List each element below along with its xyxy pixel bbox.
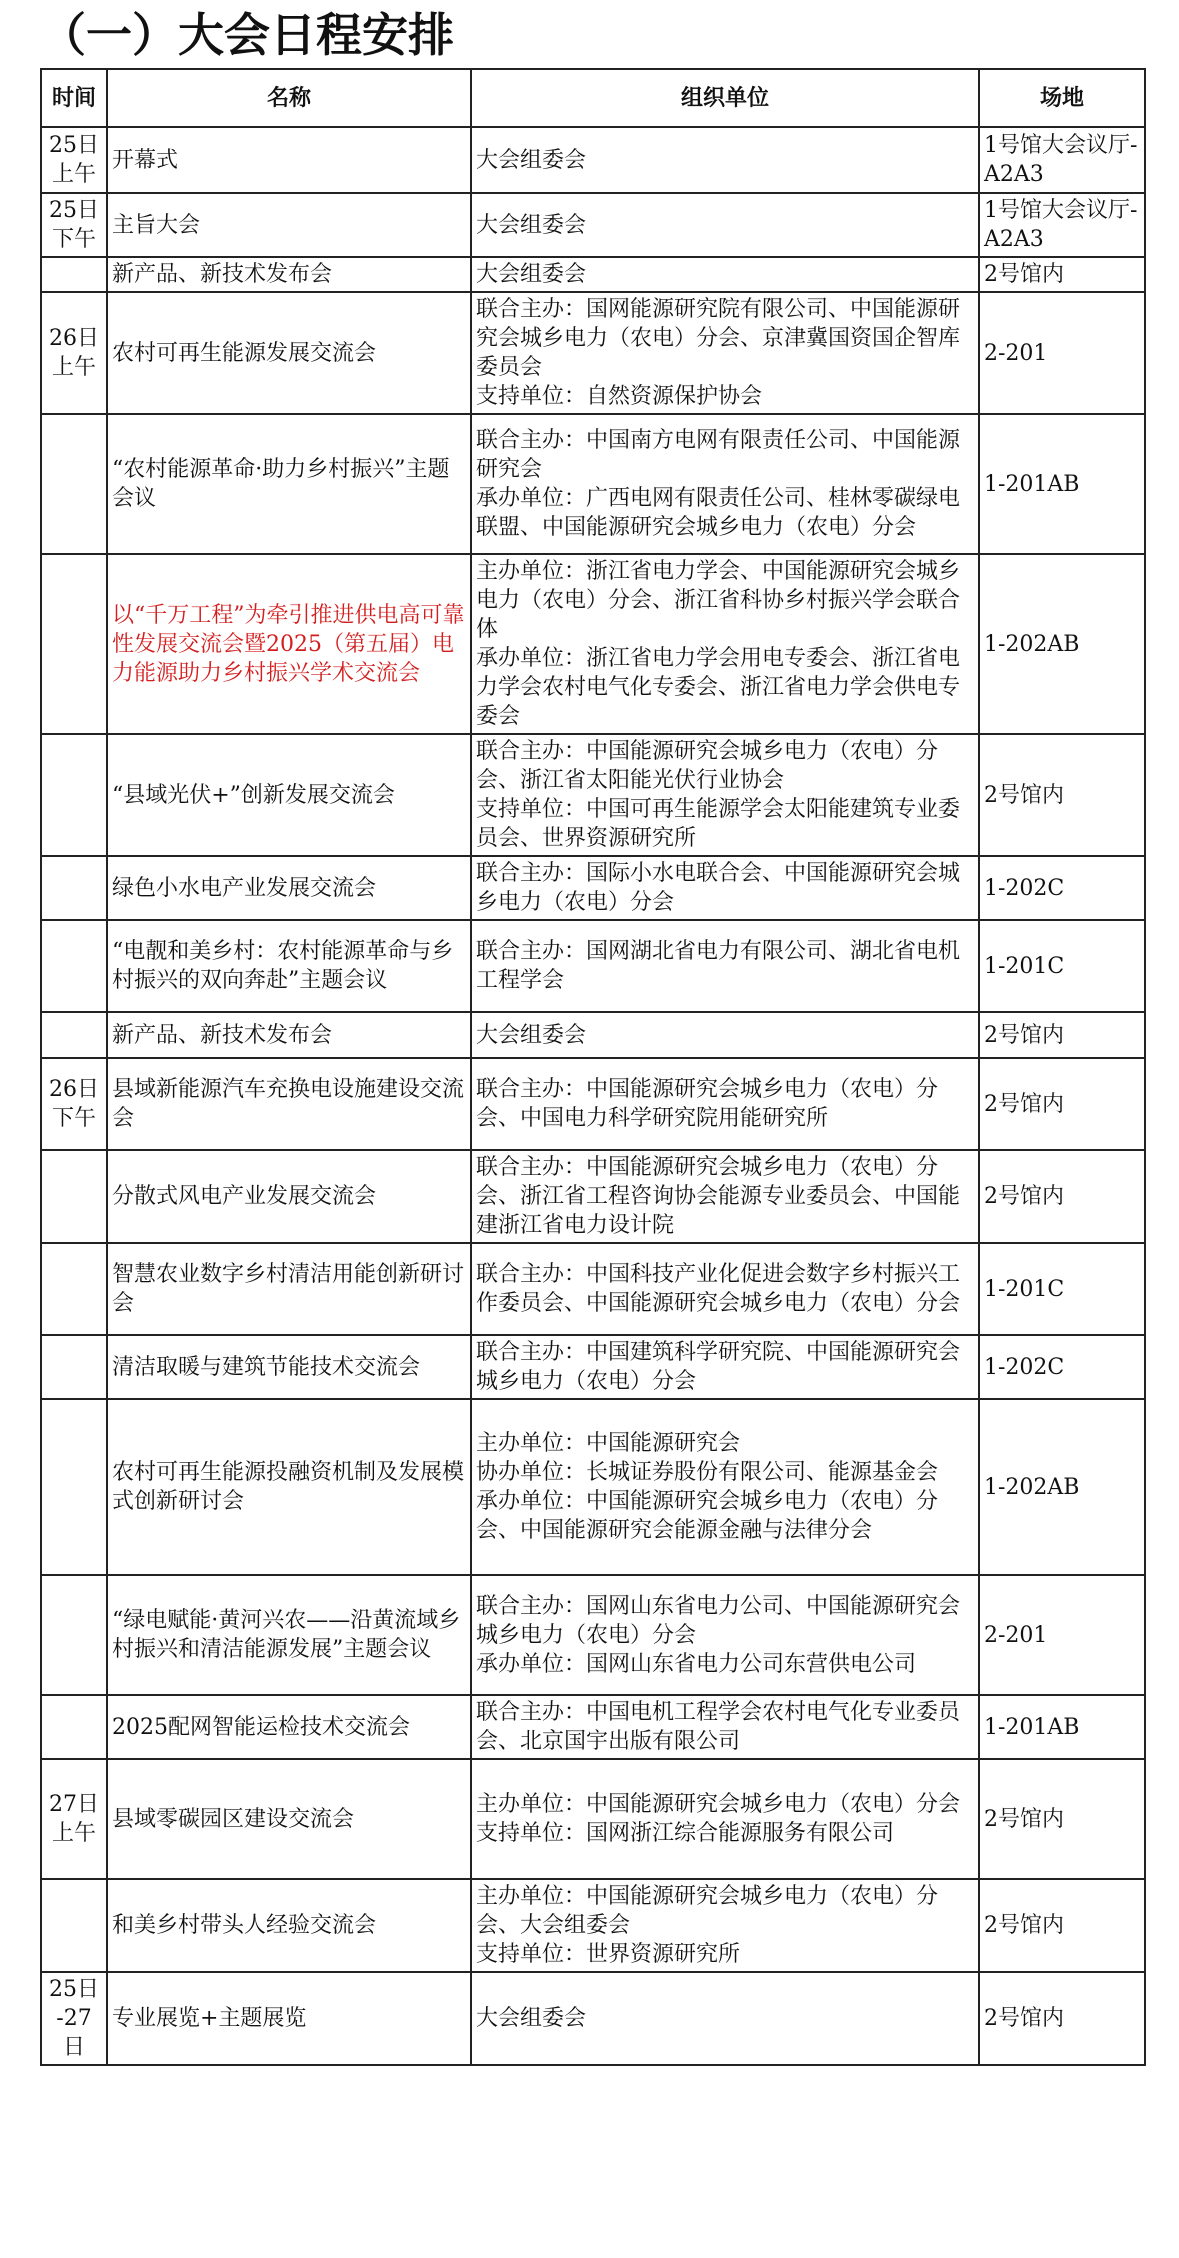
event-name-cell: “县域光伏+”创新发展交流会 (107, 734, 471, 856)
time-cell (41, 856, 107, 920)
time-line: 25日 (49, 133, 99, 158)
time-cell (41, 1759, 107, 1879)
venue-cell: 1-202AB (979, 554, 1145, 734)
time-line: 上午 (51, 162, 96, 187)
organizer-line: 承办单位：中国能源研究会城乡电力（农电）分会、中国能源研究会能源金融与法律分会 (476, 1489, 939, 1543)
organizer-line: 主办单位：浙江省电力学会、中国能源研究会城乡电力（农电）分会、浙江省科协乡村振兴学会联合体 (476, 559, 961, 642)
organizer-line: 联合主办：国网山东省电力公司、中国能源研究会城乡电力（农电）分会 (476, 1593, 961, 1648)
header-name: 名称 (107, 69, 471, 127)
organizer-cell (471, 1058, 979, 1150)
schedule-table (40, 68, 1146, 2066)
event-name-cell: 县域零碳园区建设交流会 (107, 1759, 471, 1879)
organizer-line: 联合主办：国网能源研究院有限公司、中国能源研究会城乡电力（农电）分会、京津冀国资国企智库委员会 (476, 297, 961, 380)
organizer-line: 支持单位：世界资源研究所 (476, 1942, 741, 1967)
organizer-line: 联合主办：中国电机工程学会农村电气化专业委员会、北京国宇出版有限公司 (476, 1700, 961, 1754)
venue-cell: 2号馆内 (979, 257, 1145, 292)
table-row (41, 257, 1145, 292)
header-time: 时间 (41, 69, 107, 127)
venue-cell: 1-202AB (979, 1399, 1145, 1575)
time-line: 25日 (49, 198, 99, 223)
organizer-cell (471, 856, 979, 920)
table-row (41, 1759, 1145, 1879)
venue-cell: 2-201 (979, 1575, 1145, 1695)
organizer-cell (471, 1759, 979, 1879)
time-line: 26日 (49, 1077, 99, 1102)
venue-cell: 2号馆内 (979, 1150, 1145, 1243)
venue-cell: 2号馆内 (979, 1012, 1145, 1058)
organizer-line: 联合主办：中国能源研究会城乡电力（农电）分会、浙江省工程咨询协会能源专业委员会、中国能建浙江省电力设计院 (476, 1155, 961, 1238)
time-cell (41, 1012, 107, 1058)
table-row (41, 734, 1145, 856)
table-row (41, 856, 1145, 920)
time-cell (41, 920, 107, 1012)
organizer-cell (471, 1335, 979, 1399)
organizer-line: 承办单位：浙江省电力学会用电专委会、浙江省电力学会农村电气化专委会、浙江省电力学会供电专委会 (476, 646, 961, 729)
table-row (41, 1012, 1145, 1058)
organizer-line: 协办单位：长城证券股份有限公司、能源基金会 (476, 1460, 939, 1485)
header-venue: 场地 (979, 69, 1145, 127)
time-cell (41, 1972, 107, 2065)
event-name-cell: 农村可再生能源发展交流会 (107, 292, 471, 414)
organizer-line: 主办单位：中国能源研究会城乡电力（农电）分会、大会组委会 (476, 1884, 939, 1938)
organizer-cell (471, 257, 979, 292)
event-name-cell: “农村能源革命·助力乡村振兴”主题会议 (107, 414, 471, 554)
time-line: 下午 (51, 227, 96, 252)
page-title: （一）大会日程安排 (40, 8, 454, 62)
event-name-cell: 以“千万工程”为牵引推进供电高可靠性发展交流会暨2025（第五届）电力能源助力乡村振兴学术交流会 (107, 554, 471, 734)
organizer-line: 联合主办：国网湖北省电力有限公司、湖北省电机工程学会 (476, 939, 961, 993)
organizer-cell (471, 1150, 979, 1243)
table-row (41, 1575, 1145, 1695)
table-row (41, 1972, 1145, 2065)
organizer-cell (471, 414, 979, 554)
time-cell (41, 1335, 107, 1399)
event-name-cell: 分散式风电产业发展交流会 (107, 1150, 471, 1243)
organizer-cell (471, 1972, 979, 2065)
event-name-cell: “电靓和美乡村：农村能源革命与乡村振兴的双向奔赴”主题会议 (107, 920, 471, 1012)
time-cell (41, 1695, 107, 1759)
venue-cell: 2-201 (979, 292, 1145, 414)
time-cell (41, 1058, 107, 1150)
venue-cell: 2号馆内 (979, 1972, 1145, 2065)
organizer-cell (471, 1012, 979, 1058)
organizer-cell (471, 920, 979, 1012)
organizer-cell (471, 734, 979, 856)
organizer-cell (471, 193, 979, 257)
event-name-cell: 农村可再生能源投融资机制及发展模式创新研讨会 (107, 1399, 471, 1575)
venue-cell: 1号馆大会议厅-A2A3 (979, 193, 1145, 257)
header-org: 组织单位 (471, 69, 979, 127)
organizer-line: 联合主办：中国南方电网有限责任公司、中国能源研究会 (476, 428, 961, 482)
venue-cell: 1-201C (979, 920, 1145, 1012)
header-row (41, 69, 1145, 127)
table-row (41, 1150, 1145, 1243)
organizer-line: 支持单位：中国可再生能源学会太阳能建筑专业委员会、世界资源研究所 (476, 797, 961, 851)
event-name-cell: 县域新能源汽车充换电设施建设交流会 (107, 1058, 471, 1150)
table-row (41, 1243, 1145, 1335)
event-name-cell: 清洁取暖与建筑节能技术交流会 (107, 1335, 471, 1399)
organizer-cell (471, 1575, 979, 1695)
venue-cell: 2号馆内 (979, 1759, 1145, 1879)
organizer-cell (471, 554, 979, 734)
organizer-line: 主办单位：中国能源研究会城乡电力（农电）分会 (476, 1792, 961, 1817)
table-row (41, 1399, 1145, 1575)
organizer-cell (471, 1243, 979, 1335)
organizer-line: 大会组委会 (476, 262, 587, 287)
time-cell (41, 1575, 107, 1695)
time-line: 27日 (49, 1792, 99, 1817)
event-name-cell: 和美乡村带头人经验交流会 (107, 1879, 471, 1972)
table-row (41, 292, 1145, 414)
venue-cell: 1-201C (979, 1243, 1145, 1335)
organizer-cell (471, 127, 979, 193)
time-cell (41, 734, 107, 856)
event-name-cell: “绿电赋能·黄河兴农——沿黄流域乡村振兴和清洁能源发展”主题会议 (107, 1575, 471, 1695)
organizer-line: 大会组委会 (476, 2006, 587, 2031)
organizer-line: 联合主办：中国建筑科学研究院、中国能源研究会城乡电力（农电）分会 (476, 1340, 961, 1394)
venue-cell: 1-201AB (979, 1695, 1145, 1759)
table-row (41, 1879, 1145, 1972)
table-row (41, 127, 1145, 193)
event-name-cell: 智慧农业数字乡村清洁用能创新研讨会 (107, 1243, 471, 1335)
time-cell (41, 1879, 107, 1972)
event-name-cell: 绿色小水电产业发展交流会 (107, 856, 471, 920)
time-cell (41, 193, 107, 257)
organizer-line: 支持单位：自然资源保护协会 (476, 384, 763, 409)
time-cell (41, 414, 107, 554)
organizer-line: 联合主办：中国能源研究会城乡电力（农电）分会、中国电力科学研究院用能研究所 (476, 1077, 939, 1131)
event-name-cell: 新产品、新技术发布会 (107, 257, 471, 292)
venue-cell: 2号馆内 (979, 1879, 1145, 1972)
table-row (41, 414, 1145, 554)
table-row (41, 554, 1145, 734)
organizer-line: 主办单位：中国能源研究会 (476, 1431, 741, 1456)
organizer-line: 支持单位：国网浙江综合能源服务有限公司 (476, 1821, 895, 1846)
time-cell (41, 257, 107, 292)
table-row (41, 1058, 1145, 1150)
event-name-cell: 专业展览+主题展览 (107, 1972, 471, 2065)
organizer-cell (471, 1695, 979, 1759)
time-line: 26日 (49, 326, 99, 351)
organizer-line: 联合主办：国际小水电联合会、中国能源研究会城乡电力（农电）分会 (476, 861, 961, 915)
time-cell (41, 554, 107, 734)
time-cell (41, 292, 107, 414)
organizer-line: 承办单位：国网山东省电力公司东营供电公司 (476, 1651, 917, 1677)
event-name-cell: 开幕式 (107, 127, 471, 193)
table-row (41, 920, 1145, 1012)
organizer-line: 承办单位：广西电网有限责任公司、桂林零碳绿电联盟、中国能源研究会城乡电力（农电）分会 (476, 486, 961, 540)
table-row (41, 193, 1145, 257)
venue-cell: 1号馆大会议厅-A2A3 (979, 127, 1145, 193)
venue-cell: 1-202C (979, 856, 1145, 920)
organizer-line: 大会组委会 (476, 147, 587, 173)
schedule-body (41, 127, 1145, 2065)
organizer-line: 联合主办：中国科技产业化促进会数字乡村振兴工作委员会、中国能源研究会城乡电力（农电）分会 (476, 1262, 961, 1316)
organizer-cell (471, 292, 979, 414)
organizer-cell (471, 1879, 979, 1972)
time-line: -27日 (56, 2006, 92, 2060)
time-line: 下午 (51, 1106, 96, 1131)
time-cell (41, 1399, 107, 1575)
time-cell (41, 1150, 107, 1243)
venue-cell: 2号馆内 (979, 734, 1145, 856)
time-line: 上午 (51, 1821, 96, 1846)
organizer-cell (471, 1399, 979, 1575)
time-line: 上午 (51, 355, 96, 380)
venue-cell: 1-201AB (979, 414, 1145, 554)
table-row (41, 1695, 1145, 1759)
venue-cell: 2号馆内 (979, 1058, 1145, 1150)
event-name-cell: 新产品、新技术发布会 (107, 1012, 471, 1058)
time-line: 25日 (49, 1977, 99, 2002)
organizer-line: 联合主办：中国能源研究会城乡电力（农电）分会、浙江省太阳能光伏行业协会 (476, 739, 939, 793)
organizer-line: 大会组委会 (476, 212, 587, 238)
organizer-line: 大会组委会 (476, 1022, 587, 1048)
event-name-cell: 2025配网智能运检技术交流会 (107, 1695, 471, 1759)
time-cell (41, 1243, 107, 1335)
event-name-cell: 主旨大会 (107, 193, 471, 257)
table-row (41, 1335, 1145, 1399)
venue-cell: 1-202C (979, 1335, 1145, 1399)
time-cell (41, 127, 107, 193)
